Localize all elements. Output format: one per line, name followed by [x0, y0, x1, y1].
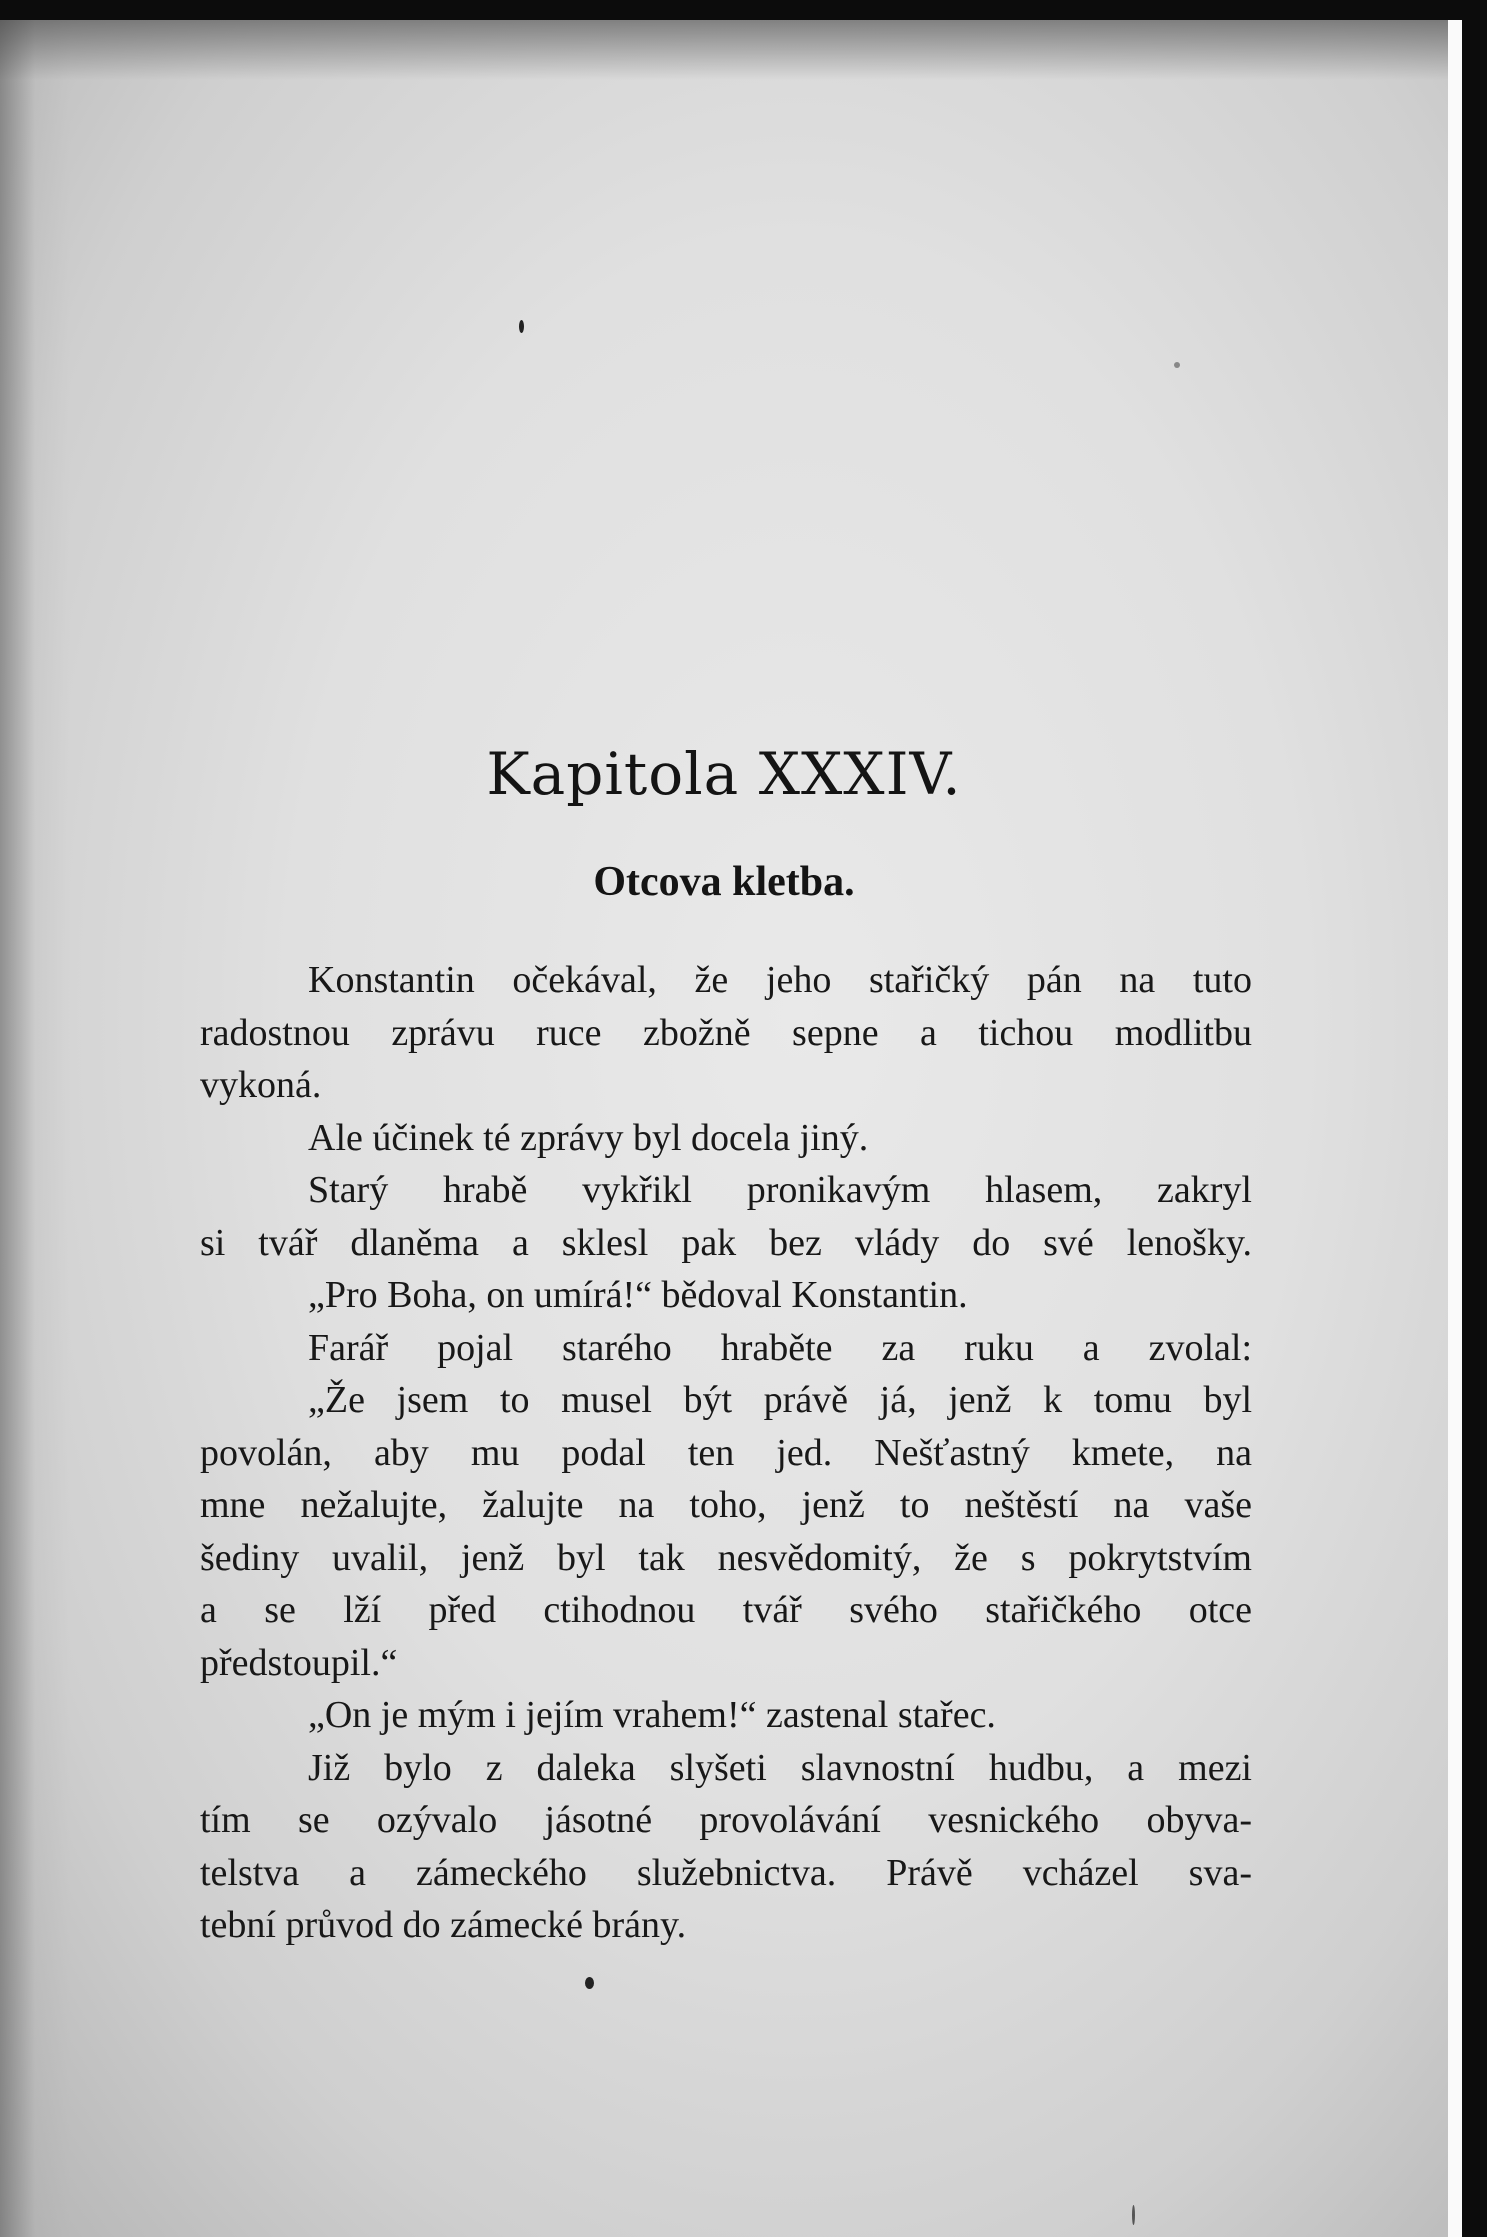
text-line: tební průvod do zámecké brány.: [200, 1904, 687, 1946]
text-line: a se lží před ctihodnou tvář svého stařičkého otce: [200, 1589, 1252, 1631]
ink-speck: [1132, 2205, 1135, 2225]
text-line: telstva a zámeckého služebnictva. Právě vcházel sva-: [200, 1851, 1252, 1894]
text-line: Starý hrabě vykřikl pronikavým hlasem, zakryl: [308, 1169, 1252, 1211]
chapter-subtitle: Otcova kletba.: [593, 859, 855, 905]
text-line: radostnou zprávu ruce zbožně sepne a tichou modlitbu: [200, 1011, 1252, 1054]
text-line: Farář pojal starého hraběte za ruku a zvolal:: [308, 1326, 1252, 1369]
chapter-body-text: [200, 954, 1252, 1952]
text-line: tím se ozývalo jásotné provolávání vesnického obyva-: [200, 1799, 1252, 1841]
ink-speck: [519, 320, 524, 333]
text-line: šediny uvalil, jenž byl tak nesvědomitý, že s pokrytstvím: [200, 1536, 1252, 1579]
page-edge: [1448, 20, 1462, 2237]
text-line: mne nežalujte, žalujte na toho, jenž to neštěstí na vaše: [200, 1484, 1252, 1526]
text-line: Ale účinek té zprávy byl docela jiný.: [308, 1116, 869, 1159]
text-line: „Že jsem to musel být právě já, jenž k tomu byl: [308, 1379, 1252, 1421]
text-line: si tvář dlaněma a sklesl pak bez vlády do své lenošky.: [200, 1221, 1252, 1264]
text-line: Již bylo z daleka slyšeti slavnostní hudbu, a mezi: [308, 1746, 1252, 1789]
scan-border: [1462, 0, 1487, 2237]
ink-speck: [585, 1977, 594, 1989]
text-line: povolán, aby mu podal ten jed. Nešťastný kmete, na: [200, 1431, 1252, 1474]
ink-speck: [1174, 362, 1180, 368]
text-line: vykoná.: [200, 1064, 322, 1106]
chapter-heading: Kapitola XXXIV.: [486, 740, 962, 808]
text-line: Konstantin očekával, že jeho stařičký pán na tuto: [308, 959, 1252, 1001]
text-line: „On je mým i jejím vrahem!“ zastenal stařec.: [308, 1694, 996, 1736]
text-line: předstoupil.“: [200, 1641, 398, 1684]
text-line: „Pro Boha, on umírá!“ bědoval Konstantin.: [308, 1274, 968, 1316]
